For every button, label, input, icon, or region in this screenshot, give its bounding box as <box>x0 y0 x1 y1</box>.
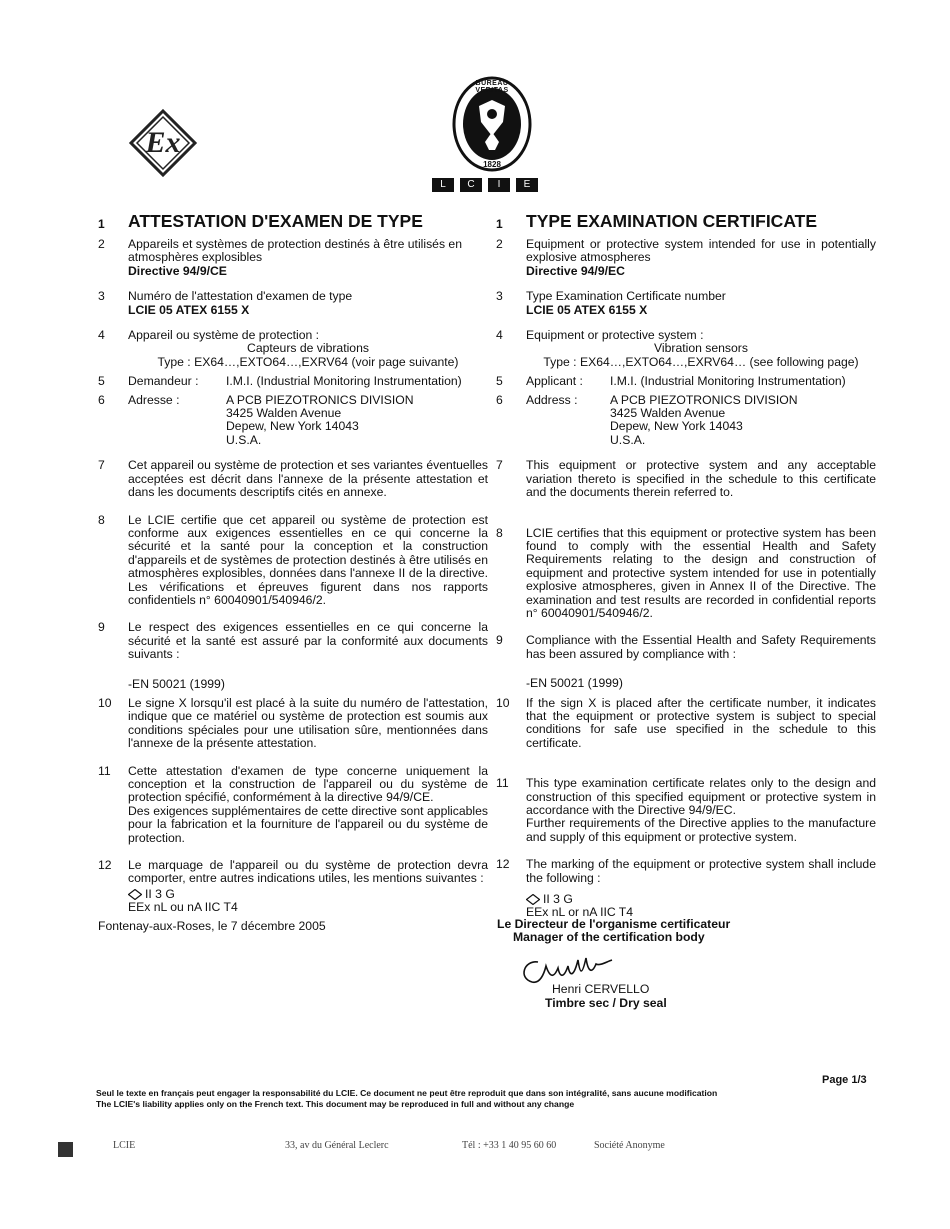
fr-item-6: 6 Adresse : A PCB PIEZOTRONICS DIVISION 3425 Walden Avenue Depew, New York 14043 U.S.A. <box>98 392 414 447</box>
en-item-11: 11 This type examination certificate relates only to the design and construction of this specified equipment or protective system in accordance with the Directive 94/9/EC. Further requirements of the Directive applies to the manufacture and supply of this equipment or protective system. <box>496 776 876 844</box>
fr-item-8: 8 Le LCIE certifie que cet appareil ou système de protection est conforme aux exigences essentielles en ce qui concerne la sécurité et la santé pour la conception et la construction d'appareils et de systèmes de protection destinés à être utilisés en atmosphères explosibles, données dans l'annexe II de la directive. Les vérifications et épreuves figurent dans nos rapports confidentiels n° 60040901/540946/2. <box>98 512 488 607</box>
footer-org: LCIE <box>113 1140 136 1151</box>
fr-item-1: 1 ATTESTATION D'EXAMEN DE TYPE <box>98 211 423 231</box>
en-item-4: 4 Equipment or protective system : Vibration sensors Type : EX64…,EXTO64…,EXRV64… (see following page) <box>496 328 859 369</box>
fr-marking-group: II 3 G <box>145 886 175 901</box>
signatory-name: Henri CERVELLO <box>552 982 650 996</box>
en-item-6: 6 Address : A PCB PIEZOTRONICS DIVISION 3425 Walden Avenue Depew, New York 14043 U.S.A. <box>496 392 798 447</box>
fr-marking-code: EEx nL ou nA IIC T4 <box>128 900 238 915</box>
fr-item-5: 5 Demandeur : I.M.I. (Industrial Monitoring Instrumentation) <box>98 374 462 389</box>
en-item-3: 3 Type Examination Certificate number LCIE 05 ATEX 6155 X <box>496 289 726 317</box>
ex-logo <box>128 108 198 178</box>
signatory-title-en: Manager of the certification body <box>513 930 705 945</box>
fr-item-3: 3 Numéro de l'attestation d'examen de type LCIE 05 ATEX 6155 X <box>98 289 353 317</box>
footer-tel: Tél : +33 1 40 95 60 60 <box>462 1140 557 1151</box>
en-item-10: 10 If the sign X is placed after the certificate number, it indicates that the equipment or protective system is subject to special conditions for safe use specified in the schedule to this certificate. <box>496 695 876 750</box>
en-title: TYPE EXAMINATION CERTIFICATE <box>526 211 818 231</box>
en-marking-group: II 3 G <box>543 892 573 907</box>
lcie-letter: L <box>432 178 454 192</box>
fr-item-4: 4 Appareil ou système de protection : Capteurs de vibrations Type : EX64…,EXTO64…,EXRV64 (voir page suivante) <box>98 328 459 369</box>
en-item-2: 2 Equipment or protective system intended for use in potentially explosive atmospheres Directive 94/9/EC <box>496 237 876 278</box>
footer-company-type: Société Anonyme <box>594 1140 665 1151</box>
lcie-bar <box>432 178 544 192</box>
fr-title: ATTESTATION D'EXAMEN DE TYPE <box>128 211 423 231</box>
fr-item-9: 9 Le respect des exigences essentielles en ce qui concerne la sécurité et la santé est assuré par la conformité aux documents suivants : -EN 50021 (1999) <box>98 620 488 691</box>
seal-text: BUREAU VERITAS <box>475 80 509 94</box>
footer-square <box>58 1142 73 1157</box>
fr-item-11: 11 Cette attestation d'examen de type concerne uniquement la conception et la construction de l'appareil ou du système de protection spécifié, conformément à la directive 94/9/CE. Des exigences supplémentaires de cette directive sont applicables pour la fabrication et la fourniture de l'appareil ou du système de protection. <box>98 763 488 845</box>
french-column <box>98 210 488 929</box>
fr-item-12: 12 Le marquage de l'appareil ou du système de protection devra comporter, entre autres indications utiles, les mentions suivantes : II 3 G EEx nL ou nA IIC T4 <box>98 858 488 915</box>
page-number: Page 1/3 <box>822 1074 867 1086</box>
seal-year: 1828 <box>483 160 501 169</box>
fr-item-7: 7 Cet appareil ou système de protection et ses variantes éventuelles acceptées est décrit dans l'annexe de la présente attestation et dans les documents descriptifs cités en annexe. <box>98 458 488 500</box>
en-item-1: 1 TYPE EXAMINATION CERTIFICATE <box>496 211 818 231</box>
signatory-title-fr: Le Directeur de l'organisme certificateur <box>497 917 731 931</box>
en-item-12: 12 The marking of the equipment or protective system shall include the following : II 3 G EEx nL or nA IIC T4 <box>496 857 876 920</box>
en-item-5: 5 Applicant : I.M.I. (Industrial Monitoring Instrumentation) <box>496 374 846 389</box>
lcie-letter: I <box>488 178 510 192</box>
bureau-veritas-seal <box>447 70 537 182</box>
fr-item-10: 10 Le signe X lorsqu'il est placé à la suite du numéro de l'attestation, indique que ce matériel ou système de protection est soumis aux conditions spéciales pour une utilisation sûre, mentionnées dans l'annexe de la présente attestation. <box>98 695 488 751</box>
ex-mark-icon <box>128 889 142 900</box>
footer-note <box>96 1088 796 1109</box>
place-date: Fontenay-aux-Roses, le 7 décembre 2005 <box>98 919 326 933</box>
footer-address: 33, av du Général Leclerc <box>285 1140 389 1151</box>
ex-logo-text: Ex <box>145 126 181 159</box>
footer-note-en: The LCIE's liability applies only on the French text. This document may be reproduced in full and without any change <box>96 1098 575 1109</box>
ex-mark-icon <box>526 894 540 905</box>
en-item-9: 9 Compliance with the Essential Health and Safety Requirements has been assured by compliance with : -EN 50021 (1999) <box>496 633 876 691</box>
signatory-block <box>497 918 730 945</box>
fr-item-2: 2 Appareils et systèmes de protection destinés à être utilisés en atmosphères explosibles Directive 94/9/CE <box>98 237 462 278</box>
en-item-7: 7 This equipment or protective system and any acceptable variation thereto is specified in the schedule to this certificate and the documents therein referred to. <box>496 458 876 500</box>
footer-note-fr: Seul le texte en français peut engager la responsabilité du LCIE. Ce document ne peut être reproduit que dans son intégralité, sans aucune modification <box>96 1088 718 1098</box>
lcie-letter: E <box>516 178 538 192</box>
lcie-letter: C <box>460 178 482 192</box>
english-column <box>496 210 876 934</box>
seal-note: Timbre sec / Dry seal <box>545 996 667 1010</box>
en-item-8: 8 LCIE certifies that this equipment or protective system has been found to comply with the essential Health and Safety Requirements relating to the design and construction of equipment and protective system intended for use in potentially explosive atmospheres, given in Annex II of the Directive. The examination and test results are recorded in confidential reports n° 60040901/540946/2. <box>496 525 876 620</box>
en-marking-code: EEx nL or nA IIC T4 <box>526 905 634 920</box>
